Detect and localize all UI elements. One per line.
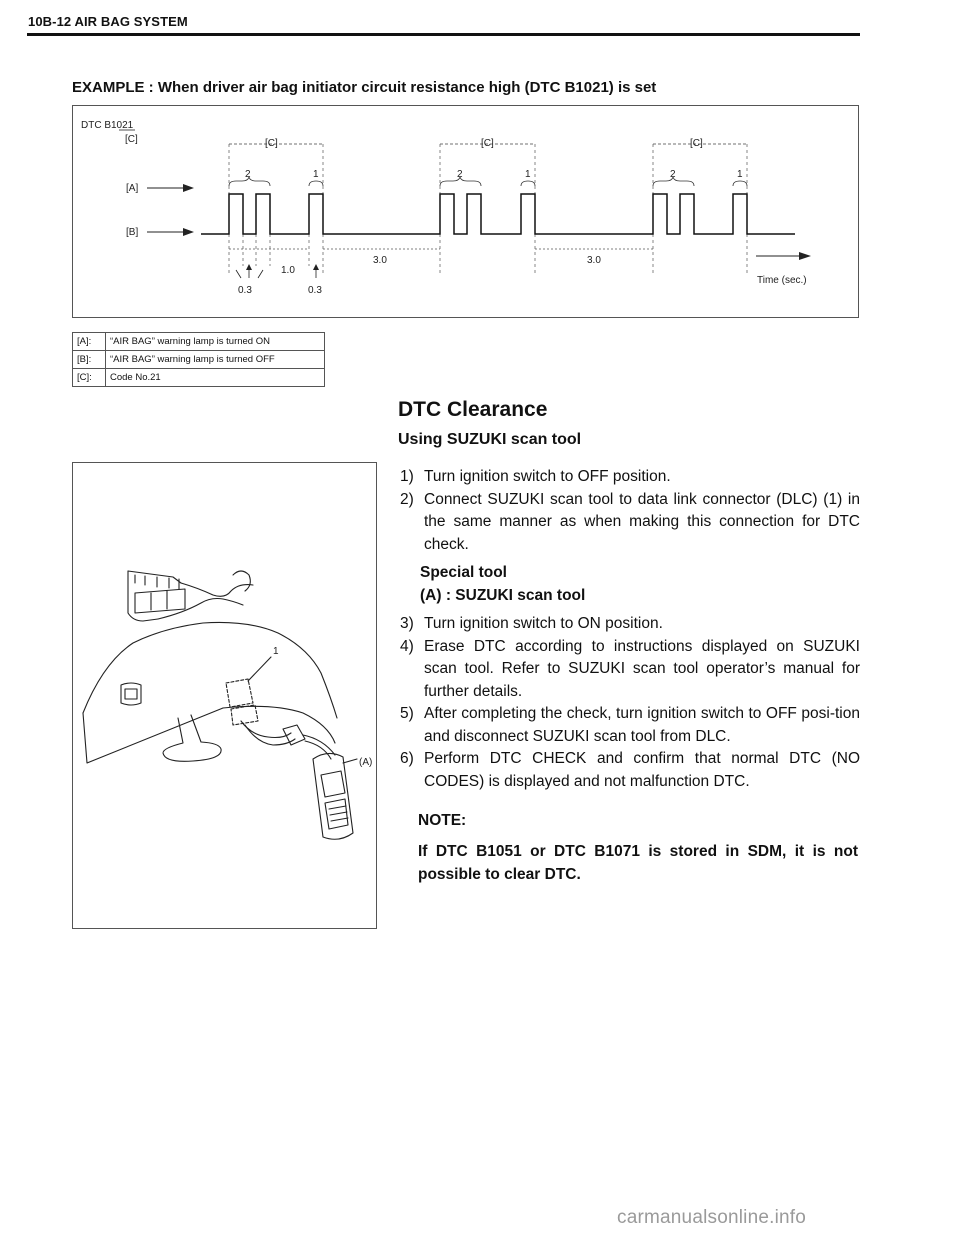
special-tool-item: (A) : SUZUKI scan tool xyxy=(420,586,586,604)
step-text: After completing the check, turn ignition switch to OFF posi-tion and disconnect SUZUKI scan tool from DLC. xyxy=(424,705,860,745)
subsection-title: Using SUZUKI scan tool xyxy=(398,431,582,448)
note-block xyxy=(418,809,858,886)
page-header: 10B-12 AIR BAG SYSTEM xyxy=(28,14,188,29)
step-text: Connect SUZUKI scan tool to data link connector (DLC) (1) in the same manner as when making this connection for DTC check. xyxy=(424,490,860,553)
pulse-waveform xyxy=(201,194,795,234)
legend-key: [C]: xyxy=(73,369,106,387)
row-label-a: [A] xyxy=(126,183,139,194)
time-arrow xyxy=(799,252,811,260)
special-tool-block xyxy=(420,562,860,607)
duration-pointers xyxy=(236,264,319,278)
note-label: NOTE: xyxy=(418,812,467,829)
step-number: 5) xyxy=(400,705,414,722)
step-item xyxy=(398,466,860,489)
group-label-3: [C] xyxy=(690,138,703,149)
section-title: DTC Clearance xyxy=(398,398,548,421)
header-rule xyxy=(27,33,860,36)
step-item xyxy=(398,703,860,748)
special-tool-label: Special tool xyxy=(420,564,507,581)
watermark-link[interactable]: carmanualsonline.info xyxy=(617,1207,807,1228)
example-title: EXAMPLE : When driver air bag initiator circuit resistance high (DTC B1021) is set xyxy=(72,79,657,96)
step-item xyxy=(398,613,860,636)
duration-label-right: 0.3 xyxy=(308,285,322,296)
digit-label-2a: 2 xyxy=(245,169,251,180)
duration-label-gap-2: 3.0 xyxy=(587,255,601,266)
digit-label-1c: 1 xyxy=(737,169,743,180)
code-label: [C] xyxy=(125,134,138,145)
duration-label-left: 0.3 xyxy=(238,285,252,296)
scan-tool-drawing xyxy=(73,463,378,930)
step-number: 3) xyxy=(400,615,414,632)
step-item xyxy=(398,636,860,704)
step-item xyxy=(398,489,860,557)
step-number: 6) xyxy=(400,750,414,767)
step-text: Turn ignition switch to OFF position. xyxy=(424,468,671,485)
legend-key: [A]: xyxy=(73,333,106,351)
row-label-b: [B] xyxy=(126,227,139,238)
legend-text: “AIR BAG” warning lamp is turned OFF xyxy=(106,351,325,369)
timing-diagram xyxy=(72,105,859,318)
digit-label-2b: 2 xyxy=(457,169,463,180)
group-label-2: [C] xyxy=(481,138,494,149)
legend-row xyxy=(73,369,325,387)
legend-text: “AIR BAG” warning lamp is turned ON xyxy=(106,333,325,351)
step-item xyxy=(398,748,860,793)
illustration-callout-1: 1 xyxy=(273,646,279,657)
scan-tool-illustration xyxy=(72,462,377,929)
legend-row xyxy=(73,351,325,369)
step-text: Turn ignition switch to ON position. xyxy=(424,615,663,632)
note-text: If DTC B1051 or DTC B1071 is stored in SDM, it is not possible to clear DTC. xyxy=(418,843,858,883)
legend-row xyxy=(73,333,325,351)
step-text: Perform DTC CHECK and confirm that normal DTC (NO CODES) is displayed and not malfunction DTC. xyxy=(424,750,860,790)
step-number: 4) xyxy=(400,637,414,655)
legend-text: Code No.21 xyxy=(106,369,325,387)
duration-label-gap-1: 3.0 xyxy=(373,255,387,266)
illustration-callout-a: (A) xyxy=(359,757,373,768)
legend-table xyxy=(72,332,325,387)
dashed-guides xyxy=(229,144,747,274)
legend-key: [B]: xyxy=(73,351,106,369)
group-label-1: [C] xyxy=(265,138,278,149)
step-number: 1) xyxy=(400,468,414,485)
digit-label-1a: 1 xyxy=(313,169,319,180)
duration-label-pause: 1.0 xyxy=(281,265,295,276)
instruction-steps xyxy=(398,466,860,793)
digit-label-1b: 1 xyxy=(525,169,531,180)
step-number: 2) xyxy=(400,490,414,508)
time-label: Time (sec.) xyxy=(757,275,807,286)
step-text: Erase DTC according to instructions displayed on SUZUKI scan tool. Refer to SUZUKI scan tool operator’s manual for further details. xyxy=(424,637,860,700)
timing-diagram-svg xyxy=(73,106,860,319)
dtc-label: DTC B1021 xyxy=(81,120,134,131)
digit-label-2c: 2 xyxy=(670,169,676,180)
